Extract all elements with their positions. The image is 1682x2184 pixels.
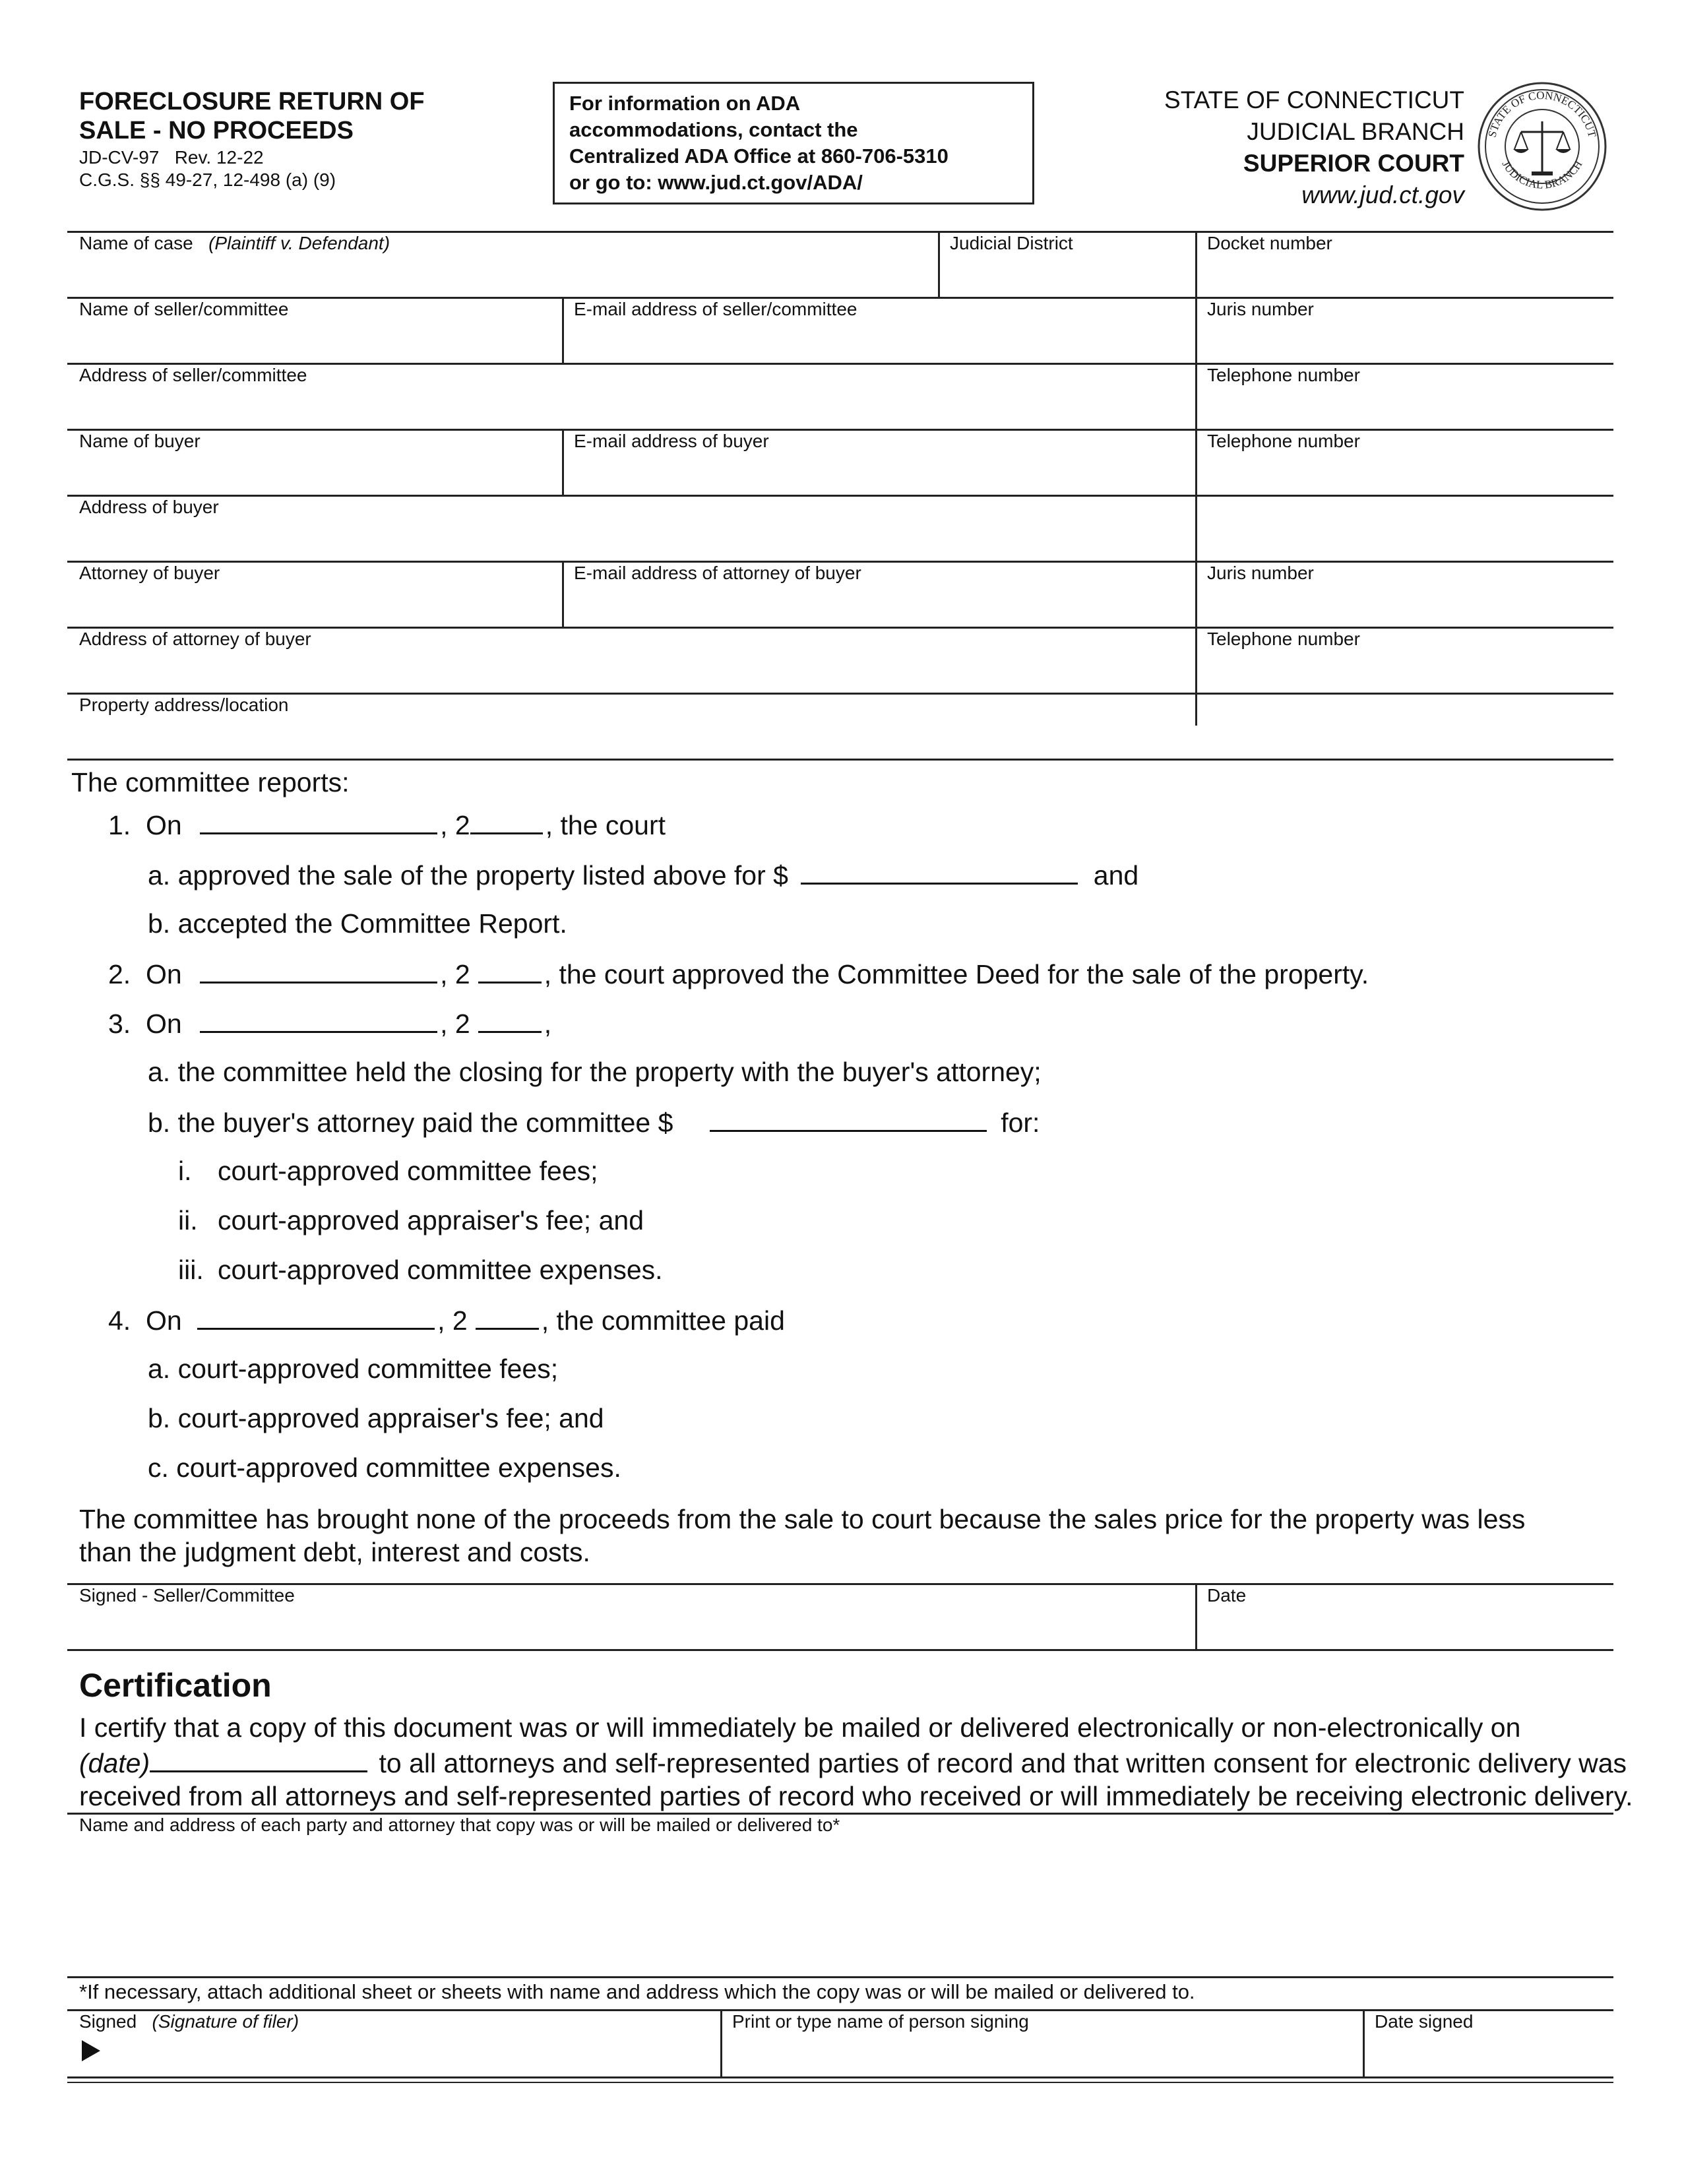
play-arrow-icon: [82, 2040, 100, 2061]
buyer-attorney-address-label: Address of attorney of buyer: [79, 629, 311, 649]
branch-name: JUDICIAL BRANCH: [1247, 118, 1464, 145]
buyer-attorney-field[interactable]: [69, 563, 561, 626]
report-item-1b: b. accepted the Committee Report.: [148, 908, 567, 939]
telephone-label-1: Telephone number: [1207, 365, 1360, 385]
telephone-label-3: Telephone number: [1207, 629, 1360, 649]
form-title-line1: FORECLOSURE RETURN OF: [79, 88, 425, 115]
filer-signature-hint: (Signature of filer): [152, 2011, 299, 2032]
item3-date-blank[interactable]: [200, 1007, 437, 1033]
report-item-3iii: iii. court-approved committee expenses.: [178, 1255, 663, 1285]
seller-signature-label: Signed - Seller/Committee: [79, 1585, 295, 1606]
report-item-4: 4. On , 2 , the committee paid: [108, 1305, 785, 1336]
buyer-email-field[interactable]: [565, 431, 1194, 494]
report-item-3: 3. On , 2 ,: [108, 1009, 552, 1039]
recipients-label: Name and address of each party and attorney that copy was or will be mailed or delivered to*: [79, 1815, 840, 1835]
judicial-seal: [1476, 80, 1608, 212]
ada-line4: or go to: www.jud.ct.gov/ADA/: [569, 171, 863, 194]
filer-signature-label: Signed: [79, 2011, 137, 2032]
report-item-3i: i. court-approved committee fees;: [178, 1156, 598, 1186]
item1-date-blank[interactable]: [200, 809, 437, 834]
case-name-hint: (Plaintiff v. Defendant): [208, 233, 390, 253]
telephone-field-2[interactable]: [1198, 431, 1612, 494]
report-item-3a: a. the committee held the closing for the property with the buyer's attorney;: [148, 1057, 1042, 1087]
report-intro: The committee reports:: [71, 767, 350, 797]
buyer-name-label: Name of buyer: [79, 431, 201, 451]
item3-year-blank[interactable]: [478, 1007, 542, 1033]
buyer-attorney-email-field[interactable]: [565, 563, 1194, 626]
court-name: SUPERIOR COURT: [1243, 150, 1464, 177]
telephone-label-2: Telephone number: [1207, 431, 1360, 451]
buyer-attorney-address-field[interactable]: [69, 629, 1194, 692]
buyer-attorney-email-label: E-mail address of attorney of buyer: [574, 563, 861, 583]
report-item-1a: a. approved the sale of the property listed above for $ and: [148, 860, 1139, 890]
docket-number-label: Docket number: [1207, 233, 1332, 253]
item2-year-blank[interactable]: [478, 958, 542, 983]
item3b-amount-blank[interactable]: [710, 1106, 987, 1132]
buyer-address-label: Address of buyer: [79, 497, 219, 517]
form-title-block: [79, 87, 425, 191]
filer-signature-field[interactable]: [69, 2011, 719, 2075]
ada-line2: accommodations, contact the: [569, 118, 858, 141]
state-block: [1029, 84, 1464, 211]
report-item-2: 2. On , 2 , the court approved the Committee Deed for the sale of the property.: [108, 959, 1369, 989]
seller-name-label: Name of seller/committee: [79, 299, 289, 319]
seller-date-field[interactable]: [1198, 1585, 1612, 1648]
ada-line1: For information on ADA: [569, 92, 801, 115]
print-name-field[interactable]: [723, 2011, 1361, 2075]
judicial-district-label: Judicial District: [950, 233, 1073, 253]
item4-date-blank[interactable]: [197, 1304, 435, 1330]
certification-line1: I certify that a copy of this document was or will immediately be mailed or delivered electronically or non-electronically on: [79, 1712, 1521, 1743]
seller-address-field[interactable]: [69, 365, 1194, 428]
case-name-field[interactable]: [69, 233, 937, 296]
website: www.jud.ct.gov: [1301, 181, 1464, 208]
item1a-amount-blank[interactable]: [801, 859, 1078, 885]
seller-email-label: E-mail address of seller/committee: [574, 299, 857, 319]
state-name: STATE OF CONNECTICUT: [1164, 86, 1464, 113]
seal-text-top: STATE OF CONNECTICUT: [1485, 88, 1599, 139]
form-title-line2: SALE - NO PROCEEDS: [79, 117, 354, 144]
telephone-field-3[interactable]: [1198, 629, 1612, 692]
buyer-attorney-label: Attorney of buyer: [79, 563, 220, 583]
seller-signature-field[interactable]: [69, 1585, 1194, 1648]
seller-email-field[interactable]: [565, 299, 1194, 362]
certification-date-blank[interactable]: [150, 1747, 367, 1772]
report-closing-line2: than the judgment debt, interest and costs.: [79, 1537, 590, 1567]
juris-number-field-1[interactable]: [1198, 299, 1612, 362]
report-item-4c: c. court-approved committee expenses.: [148, 1452, 621, 1483]
item4-year-blank[interactable]: [476, 1304, 539, 1330]
footnote: *If necessary, attach additional sheet or sheets with name and address which the copy was or will be mailed or delivered to.: [79, 1980, 1195, 2003]
print-name-label: Print or type name of person signing: [732, 2011, 1029, 2032]
date-signed-field[interactable]: [1365, 2011, 1612, 2075]
recipients-field[interactable]: [69, 1815, 1612, 1973]
report-closing-line1: The committee has brought none of the proceeds from the sale to court because the sales price for the property was less: [79, 1504, 1526, 1534]
certification-line3: received from all attorneys and self-represented parties of record who received or will immediately be receiving electronic delivery.: [79, 1781, 1633, 1811]
certification-line2: (date) to all attorneys and self-represented parties of record and that written consent for electronic delivery was: [79, 1748, 1627, 1778]
report-item-4b: b. court-approved appraiser's fee; and: [148, 1403, 604, 1433]
report-item-3b: b. the buyer's attorney paid the committee $ for:: [148, 1108, 1040, 1138]
report-item-3ii: ii. court-approved appraiser's fee; and: [178, 1205, 644, 1235]
item1-year-blank[interactable]: [470, 809, 543, 834]
juris-number-label-1: Juris number: [1207, 299, 1314, 319]
certification-heading: Certification: [79, 1667, 272, 1704]
date-signed-label: Date signed: [1375, 2011, 1474, 2032]
buyer-name-field[interactable]: [69, 431, 561, 494]
property-address-label: Property address/location: [79, 695, 289, 715]
buyer-address-field[interactable]: [69, 497, 1612, 560]
statute-reference: C.G.S. §§ 49-27, 12-498 (a) (9): [79, 170, 336, 190]
report-item-4a: a. court-approved committee fees;: [148, 1354, 559, 1384]
ada-line3: Centralized ADA Office at 860-706-5310: [569, 144, 949, 168]
seller-address-label: Address of seller/committee: [79, 365, 307, 385]
juris-number-label-2: Juris number: [1207, 563, 1314, 583]
seller-date-label: Date: [1207, 1585, 1247, 1606]
report-item-1: 1. On , 2 , the court: [108, 810, 666, 840]
property-address-field[interactable]: [69, 695, 1612, 758]
item2-date-blank[interactable]: [200, 958, 437, 983]
docket-number-field[interactable]: [1198, 233, 1612, 296]
telephone-field-1[interactable]: [1198, 365, 1612, 428]
seal-text-bottom: JUDICIAL BRANCH: [1499, 158, 1585, 191]
judicial-district-field[interactable]: [941, 233, 1194, 296]
seller-name-field[interactable]: [69, 299, 561, 362]
form-number: JD-CV-97 Rev. 12-22: [79, 147, 264, 168]
case-name-label: Name of case: [79, 233, 193, 253]
juris-number-field-2[interactable]: [1198, 563, 1612, 626]
ada-info-box: [553, 82, 1034, 204]
buyer-email-label: E-mail address of buyer: [574, 431, 769, 451]
seal-icon: [1476, 80, 1608, 212]
